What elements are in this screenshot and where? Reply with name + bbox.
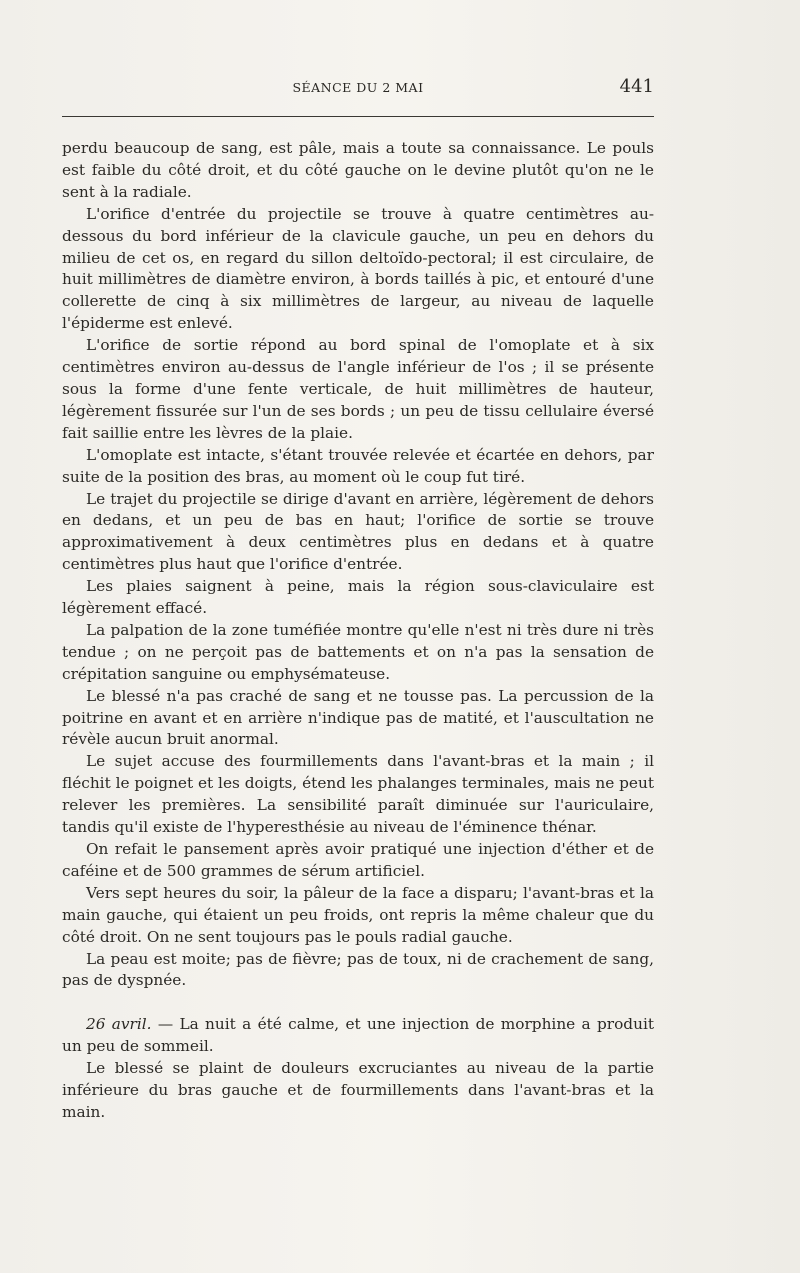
- paragraph: L'orifice d'entrée du projectile se trouve à quatre centimètres au-dessous du bord inférieur de la clavicule gauche, un peu en dehors du milieu de cet os, en regard du sillon deltoïdo-pectoral; il est circulaire, de huit millimètres de diamètre environ, à bords taillés à pic, et entouré d'une collerette de cinq à six millimètres de largeur, au niveau de laquelle l'épiderme est enlevé.: [62, 204, 654, 333]
- paragraph: La palpation de la zone tuméfiée montre qu'elle n'est ni très dure ni très tendue ; on ne perçoit pas de battements et on n'a pas la sensation de crépitation sanguine ou emphysémateuse.: [62, 620, 654, 683]
- dated-entry: [62, 1014, 654, 1058]
- page-header: [62, 76, 654, 102]
- body-text: [62, 138, 654, 1124]
- entry-text: — La nuit a été calme, et une injection de morphine a produit un peu de sommeil.: [62, 1015, 654, 1056]
- paragraph: Le blessé se plaint de douleurs excruciantes au niveau de la partie inférieure du bras gauche et de fourmillements dans l'avant-bras et la main.: [62, 1059, 654, 1121]
- running-head: SÉANCE DU 2 MAI: [292, 80, 424, 95]
- paragraph: L'orifice de sortie répond au bord spinal de l'omoplate et à six centimètres environ au-dessus de l'angle inférieur de l'os ; il se présente sous la forme d'une fente verticale, de huit millimètres de hauteur, légèrement fissurée sur l'un de ses bords ; un peu de tissu cellulaire éversé fait saillie entre les lèvres de la plaie.: [62, 336, 654, 442]
- paragraph: Vers sept heures du soir, la pâleur de la face a disparu; l'avant-bras et la main gauche, qui étaient un peu froids, ont repris la même chaleur que du côté droit. On ne sent toujours pas le pouls radial gauche.: [62, 883, 654, 946]
- paragraph: Le sujet accuse des fourmillements dans l'avant-bras et la main ; il fléchit le poignet et les doigts, étend les phalanges terminales, mais ne peut relever les premières. La sensibilité paraît diminuée sur l'auriculaire, tandis qu'il existe de l'hyperesthésie au niveau de l'éminence thénar.: [62, 752, 654, 837]
- paragraph: Le blessé n'a pas craché de sang et ne tousse pas. La percussion de la poitrine en avant et en arrière n'indique pas de matité, et l'auscultation ne révèle aucun bruit anormal.: [62, 686, 654, 749]
- paragraph: Le trajet du projectile se dirige d'avant en arrière, légèrement de dehors en dedans, et un peu de bas en haut; l'orifice de sortie se trouve approximativement à deux centimètres plus en dedans et à quatre centimètres plus haut que l'orifice d'entrée.: [62, 489, 654, 574]
- paragraph: On refait le pansement après avoir pratiqué une injection d'éther et de caféine et de 500 grammes de sérum artificiel.: [62, 840, 654, 880]
- paragraph: L'omoplate est intacte, s'étant trouvée relevée et écartée en dehors, par suite de la position des bras, au moment où le coup fut tiré.: [62, 445, 654, 486]
- paragraph: perdu beaucoup de sang, est pâle, mais a toute sa connaissance. Le pouls est faible du côté droit, et du côté gauche on le devine plutôt qu'on ne le sent à la radiale.: [62, 139, 654, 201]
- paragraph: La peau est moite; pas de fièvre; pas de toux, ni de crachement de sang, pas de dyspnée.: [62, 949, 654, 990]
- page-number: 441: [619, 76, 654, 97]
- entry-date: 26 avril.: [86, 1015, 152, 1034]
- paragraph: Les plaies saignent à peine, mais la région sous-claviculaire est légèrement effacé.: [62, 577, 654, 618]
- header-rule: [62, 116, 654, 117]
